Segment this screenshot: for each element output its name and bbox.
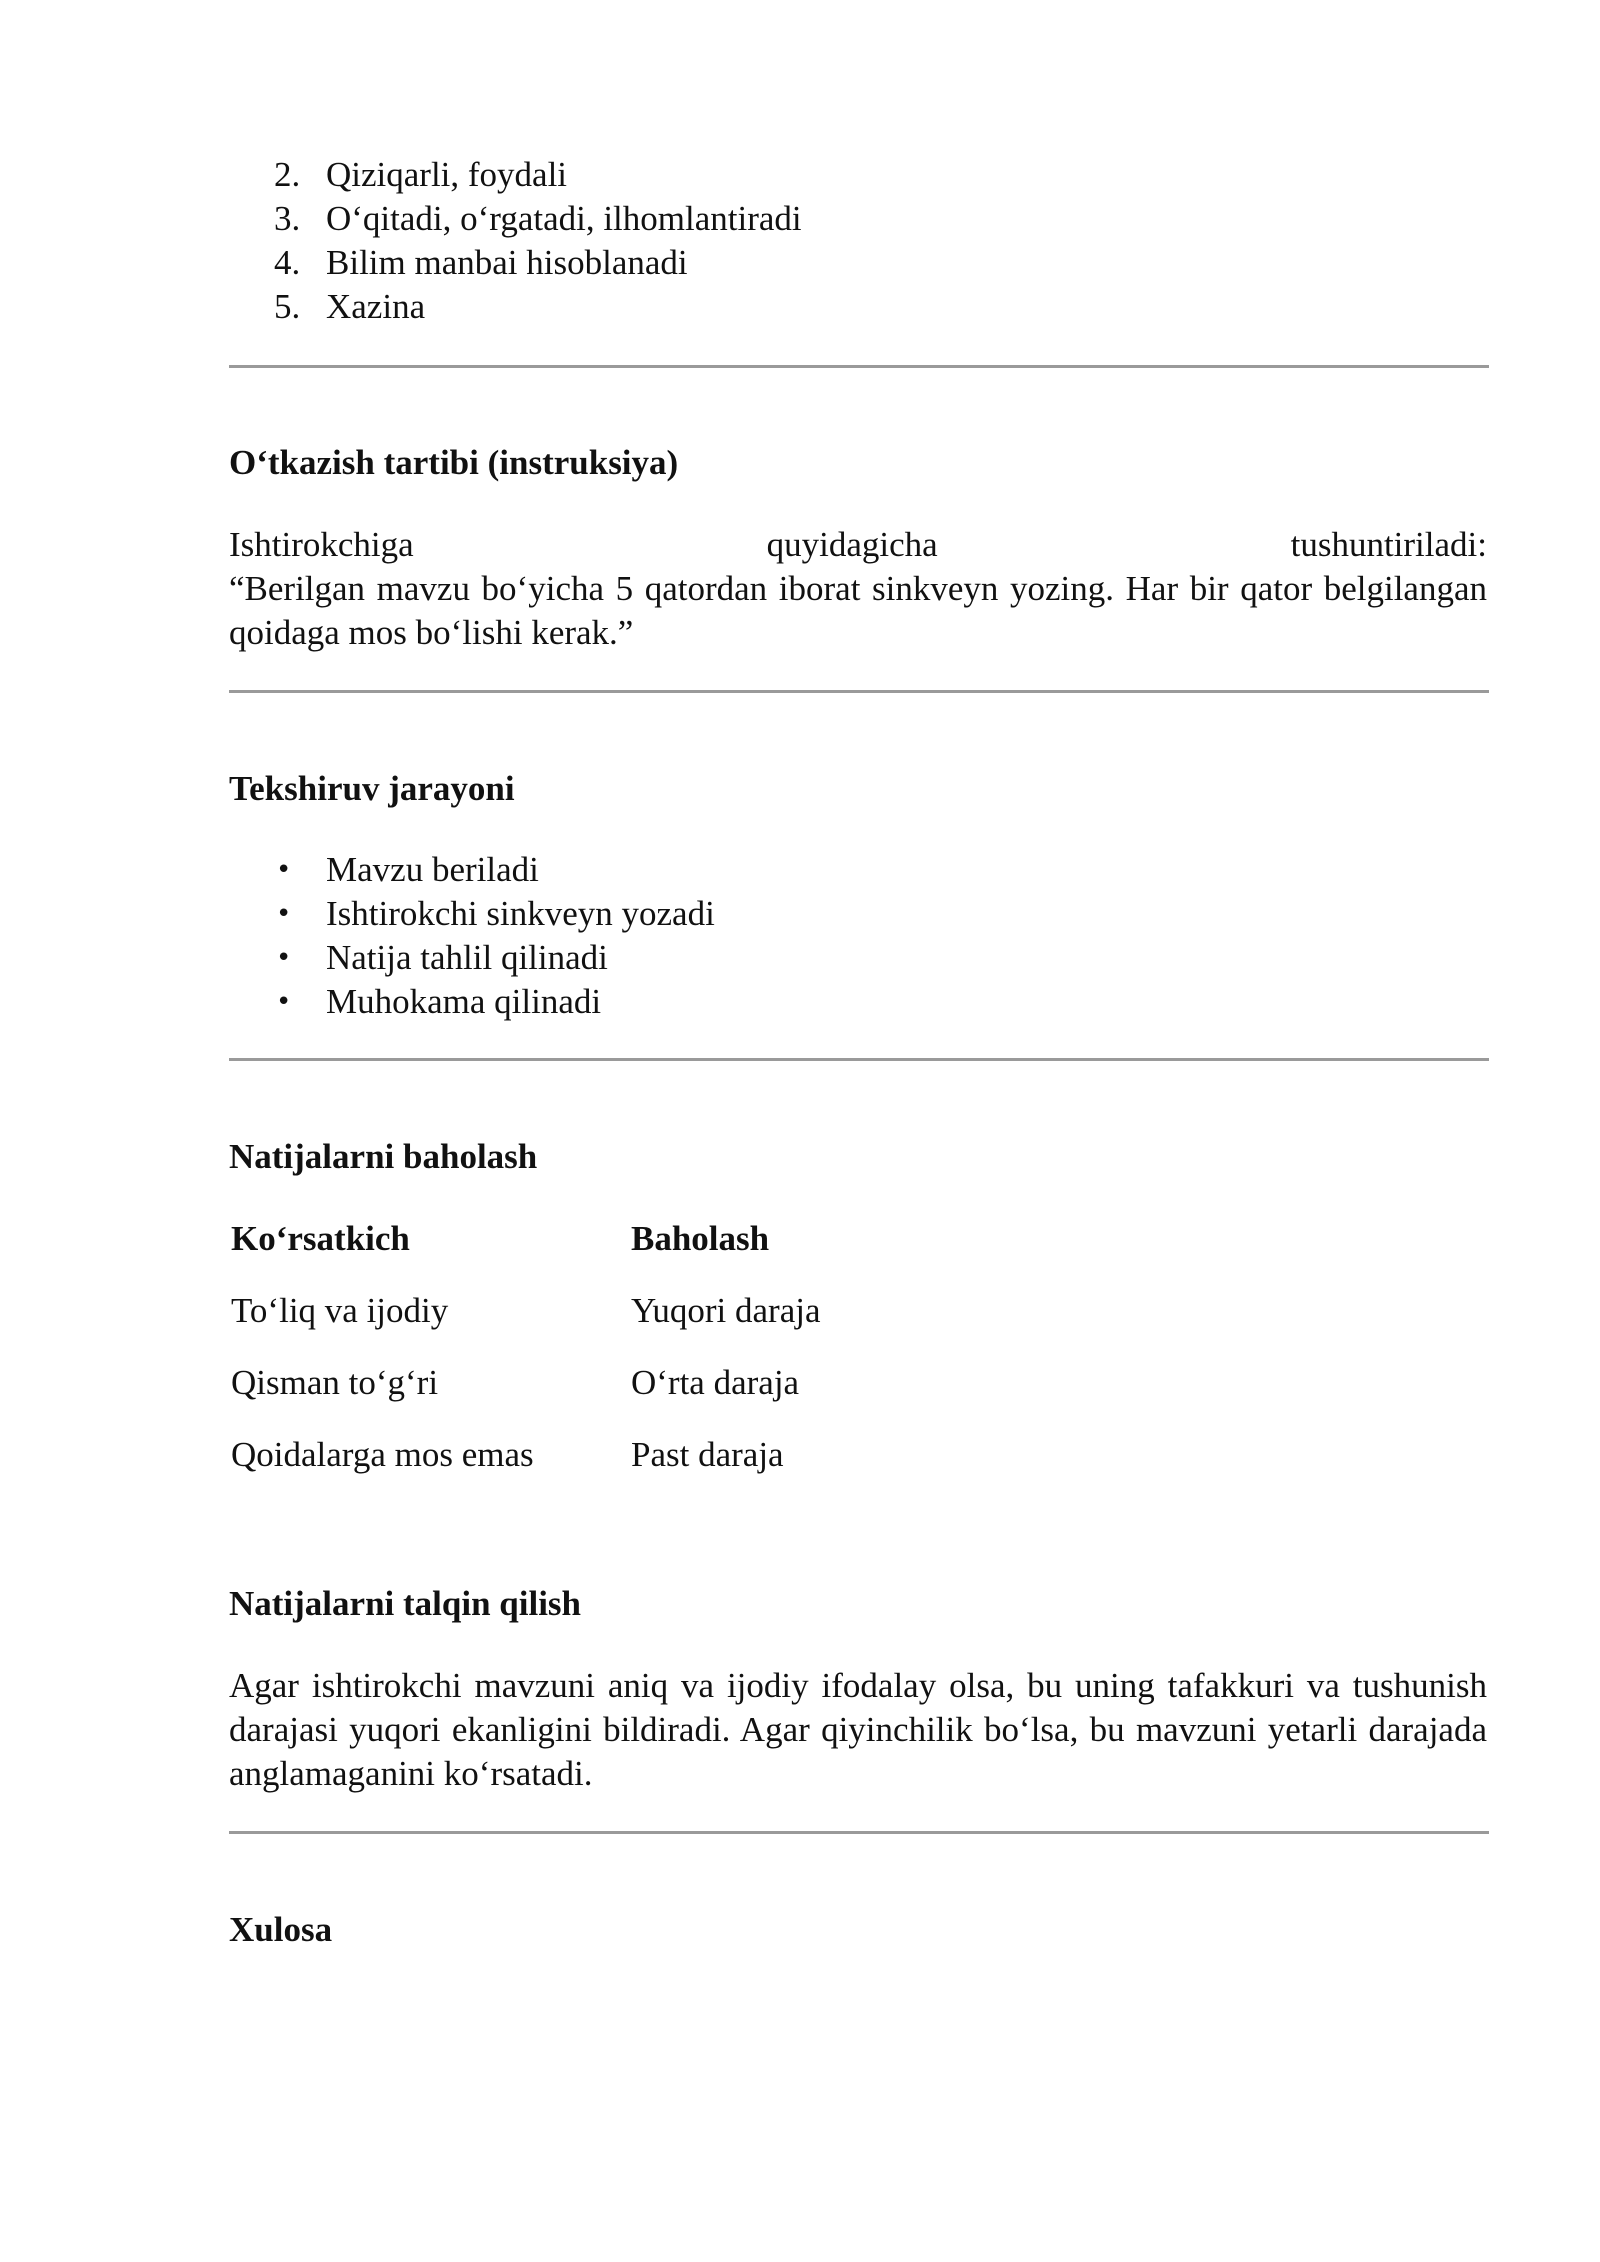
- horizontal-rule: [229, 1831, 1489, 1834]
- table-row: [229, 1275, 821, 1347]
- bullet-item: • Mavzu beriladi: [326, 848, 715, 892]
- table-cell: Past daraja: [631, 1435, 784, 1474]
- list-item-text: Bilim manbai hisoblanadi: [326, 243, 688, 282]
- list-number: 4.: [274, 243, 301, 282]
- section-heading-interpretation: Natijalarni talqin qilish: [229, 1584, 582, 1623]
- list-number: 5.: [274, 287, 301, 326]
- list-item: [274, 285, 802, 329]
- section-heading-evaluation: Natijalarni baholash: [229, 1137, 538, 1176]
- table-cell: O‘rta daraja: [631, 1363, 800, 1402]
- list-number: 3.: [274, 199, 301, 238]
- instruction-word: Ishtirokchiga: [229, 525, 414, 564]
- bullet-item: • Muhokama qilinadi: [326, 980, 715, 1024]
- instruction-word: tushuntiriladi:: [1290, 525, 1487, 564]
- list-item: [274, 153, 802, 197]
- horizontal-rule: [229, 690, 1489, 693]
- table-cell: Qoidalarga mos emas: [231, 1435, 534, 1474]
- section-heading-conclusion: Xulosa: [229, 1910, 333, 1949]
- horizontal-rule: [229, 365, 1489, 368]
- instruction-word: quyidagicha: [766, 525, 938, 564]
- list-item-text: Qiziqarli, foydali: [326, 155, 568, 194]
- table-cell: To‘liq va ijodiy: [231, 1291, 449, 1330]
- column-header: Ko‘rsatkich: [231, 1219, 410, 1258]
- check-bullet-list: [229, 848, 715, 1024]
- horizontal-rule: [229, 1058, 1489, 1061]
- instruction-first-line: [229, 523, 1487, 567]
- section-heading-check: Tekshiruv jarayoni: [229, 769, 515, 808]
- table-cell: Qisman to‘g‘ri: [231, 1363, 439, 1402]
- list-item-text: Xazina: [326, 287, 426, 326]
- instruction-quote: “Berilgan mavzu bo‘yicha 5 qatordan iborat sinkveyn yozing. Har bir qator belgilangan qoidaga mos bo‘lishi kerak.”: [229, 569, 1487, 652]
- table-header-row: [229, 1203, 821, 1275]
- section-heading-instruction: O‘tkazish tartibi (instruksiya): [229, 443, 679, 482]
- list-item: [274, 197, 802, 241]
- column-header: Baholash: [631, 1219, 770, 1258]
- bullet-item: • Ishtirokchi sinkveyn yozadi: [326, 892, 715, 936]
- instruction-paragraph: [229, 523, 1487, 655]
- numbered-list: [229, 153, 802, 329]
- list-item: [274, 241, 802, 285]
- list-item-text: O‘qitadi, o‘rgatadi, ilhomlantiradi: [326, 199, 802, 238]
- evaluation-table: [229, 1203, 821, 1491]
- table-cell: Yuqori daraja: [631, 1291, 821, 1330]
- table-row: [229, 1347, 821, 1419]
- table-row: [229, 1419, 821, 1491]
- interpretation-paragraph: Agar ishtirokchi mavzuni aniq va ijodiy ifodalay olsa, bu uning tafakkuri va tushunish darajasi yuqori ekanligini bildiradi. Agar qiyinchilik bo‘lsa, bu mavzuni yetarli darajada anglamaganini ko‘rsatadi.: [229, 1666, 1487, 1793]
- bullet-item: • Natija tahlil qilinadi: [326, 936, 715, 980]
- list-number: 2.: [274, 155, 301, 194]
